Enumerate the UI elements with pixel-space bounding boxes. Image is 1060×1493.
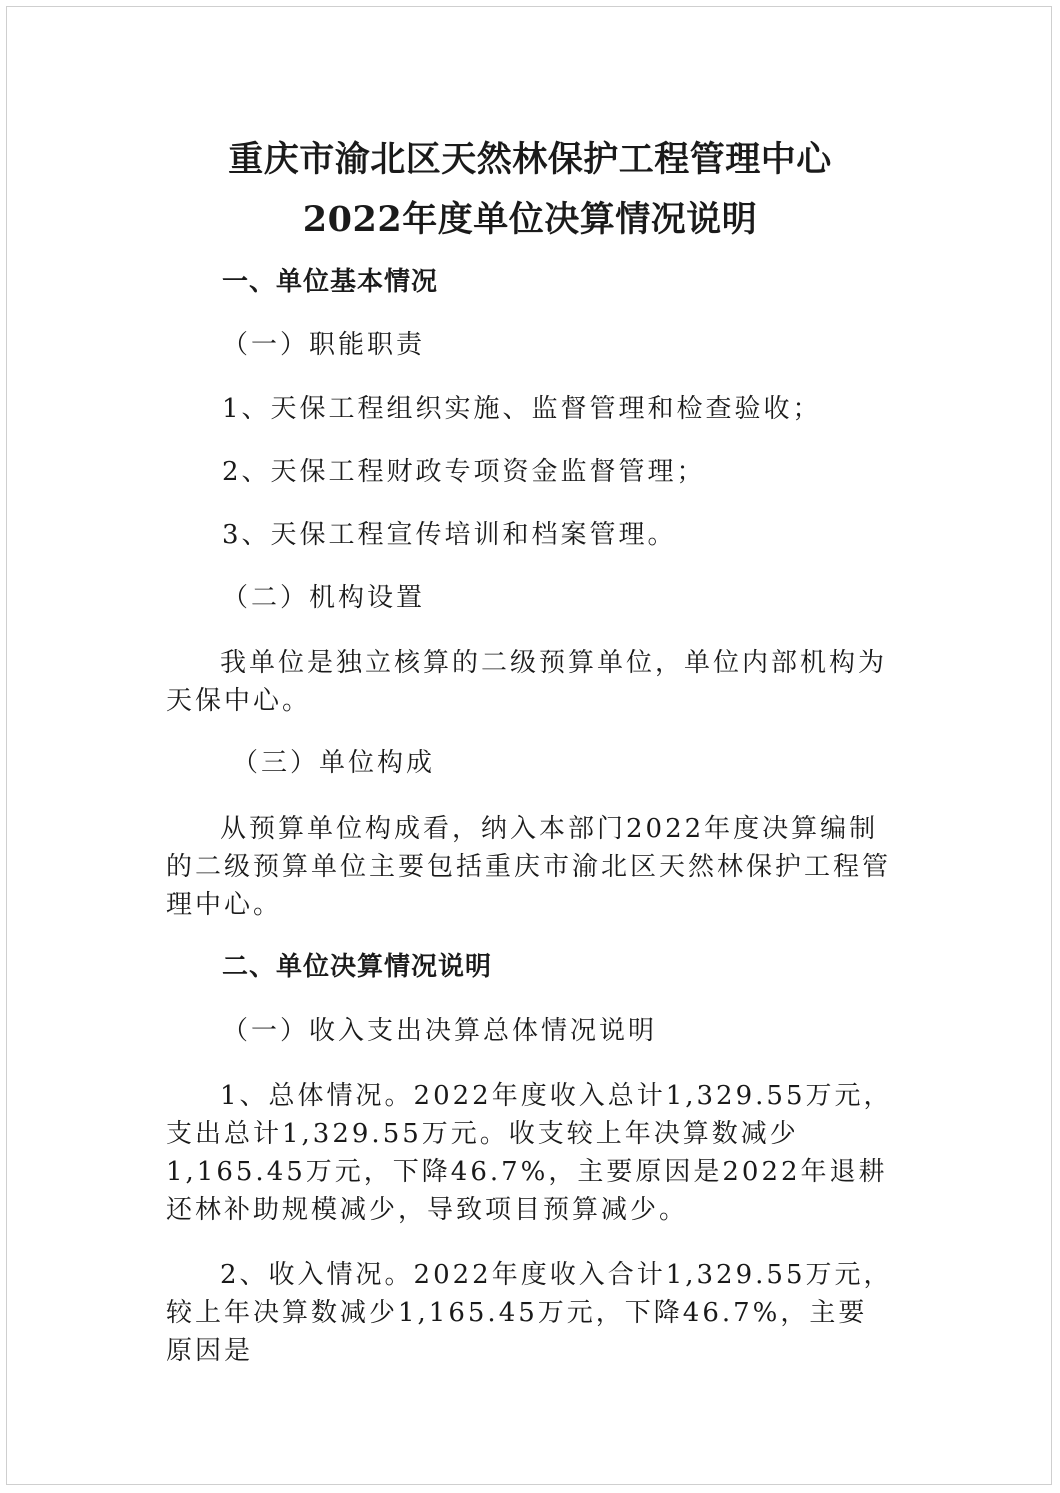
section2-sub1-heading: （一）收入支出决算总体情况说明 [222,1016,658,1046]
section1-sub2-heading: （二）机构设置 [222,583,426,613]
section1-heading: 一、单位基本情况 [222,267,439,297]
duty-item-3: 3、天保工程宣传培训和档案管理。 [222,520,677,550]
section1-sub1-heading: （一）职能职责 [222,330,426,360]
document-title-line2: 2022年度单位决算情况说明 [302,199,758,240]
duty-item-1: 1、天保工程组织实施、监督管理和检查验收； [222,394,822,424]
document-title-line1: 重庆市渝北区天然林保护工程管理中心 [228,139,832,180]
org-structure-paragraph: 我单位是独立核算的二级预算单位，单位内部机构为天保中心。 [166,648,888,716]
income-situation-paragraph: 2、收入情况。2022年度收入合计1,329.55万元，较上年决算数减少1,165.45万元，下降46.7%，主要原因是 [166,1260,893,1366]
duty-item-2: 2、天保工程财政专项资金监督管理； [222,457,706,487]
unit-composition-paragraph: 从预算单位构成看，纳入本部门2022年度决算编制的二级预算单位主要包括重庆市渝北区天然林保护工程管理中心。 [166,814,892,920]
overall-situation-paragraph: 1、总体情况。2022年度收入总计1,329.55万元，支出总计1,329.55万元。收支较上年决算数减少1,165.45万元，下降46.7%，主要原因是2022年退耕还林补助规模减少，导致项目预算减少。 [166,1081,893,1225]
section2-heading: 二、单位决算情况说明 [222,952,493,982]
section1-sub3-heading: （三）单位构成 [232,748,436,778]
